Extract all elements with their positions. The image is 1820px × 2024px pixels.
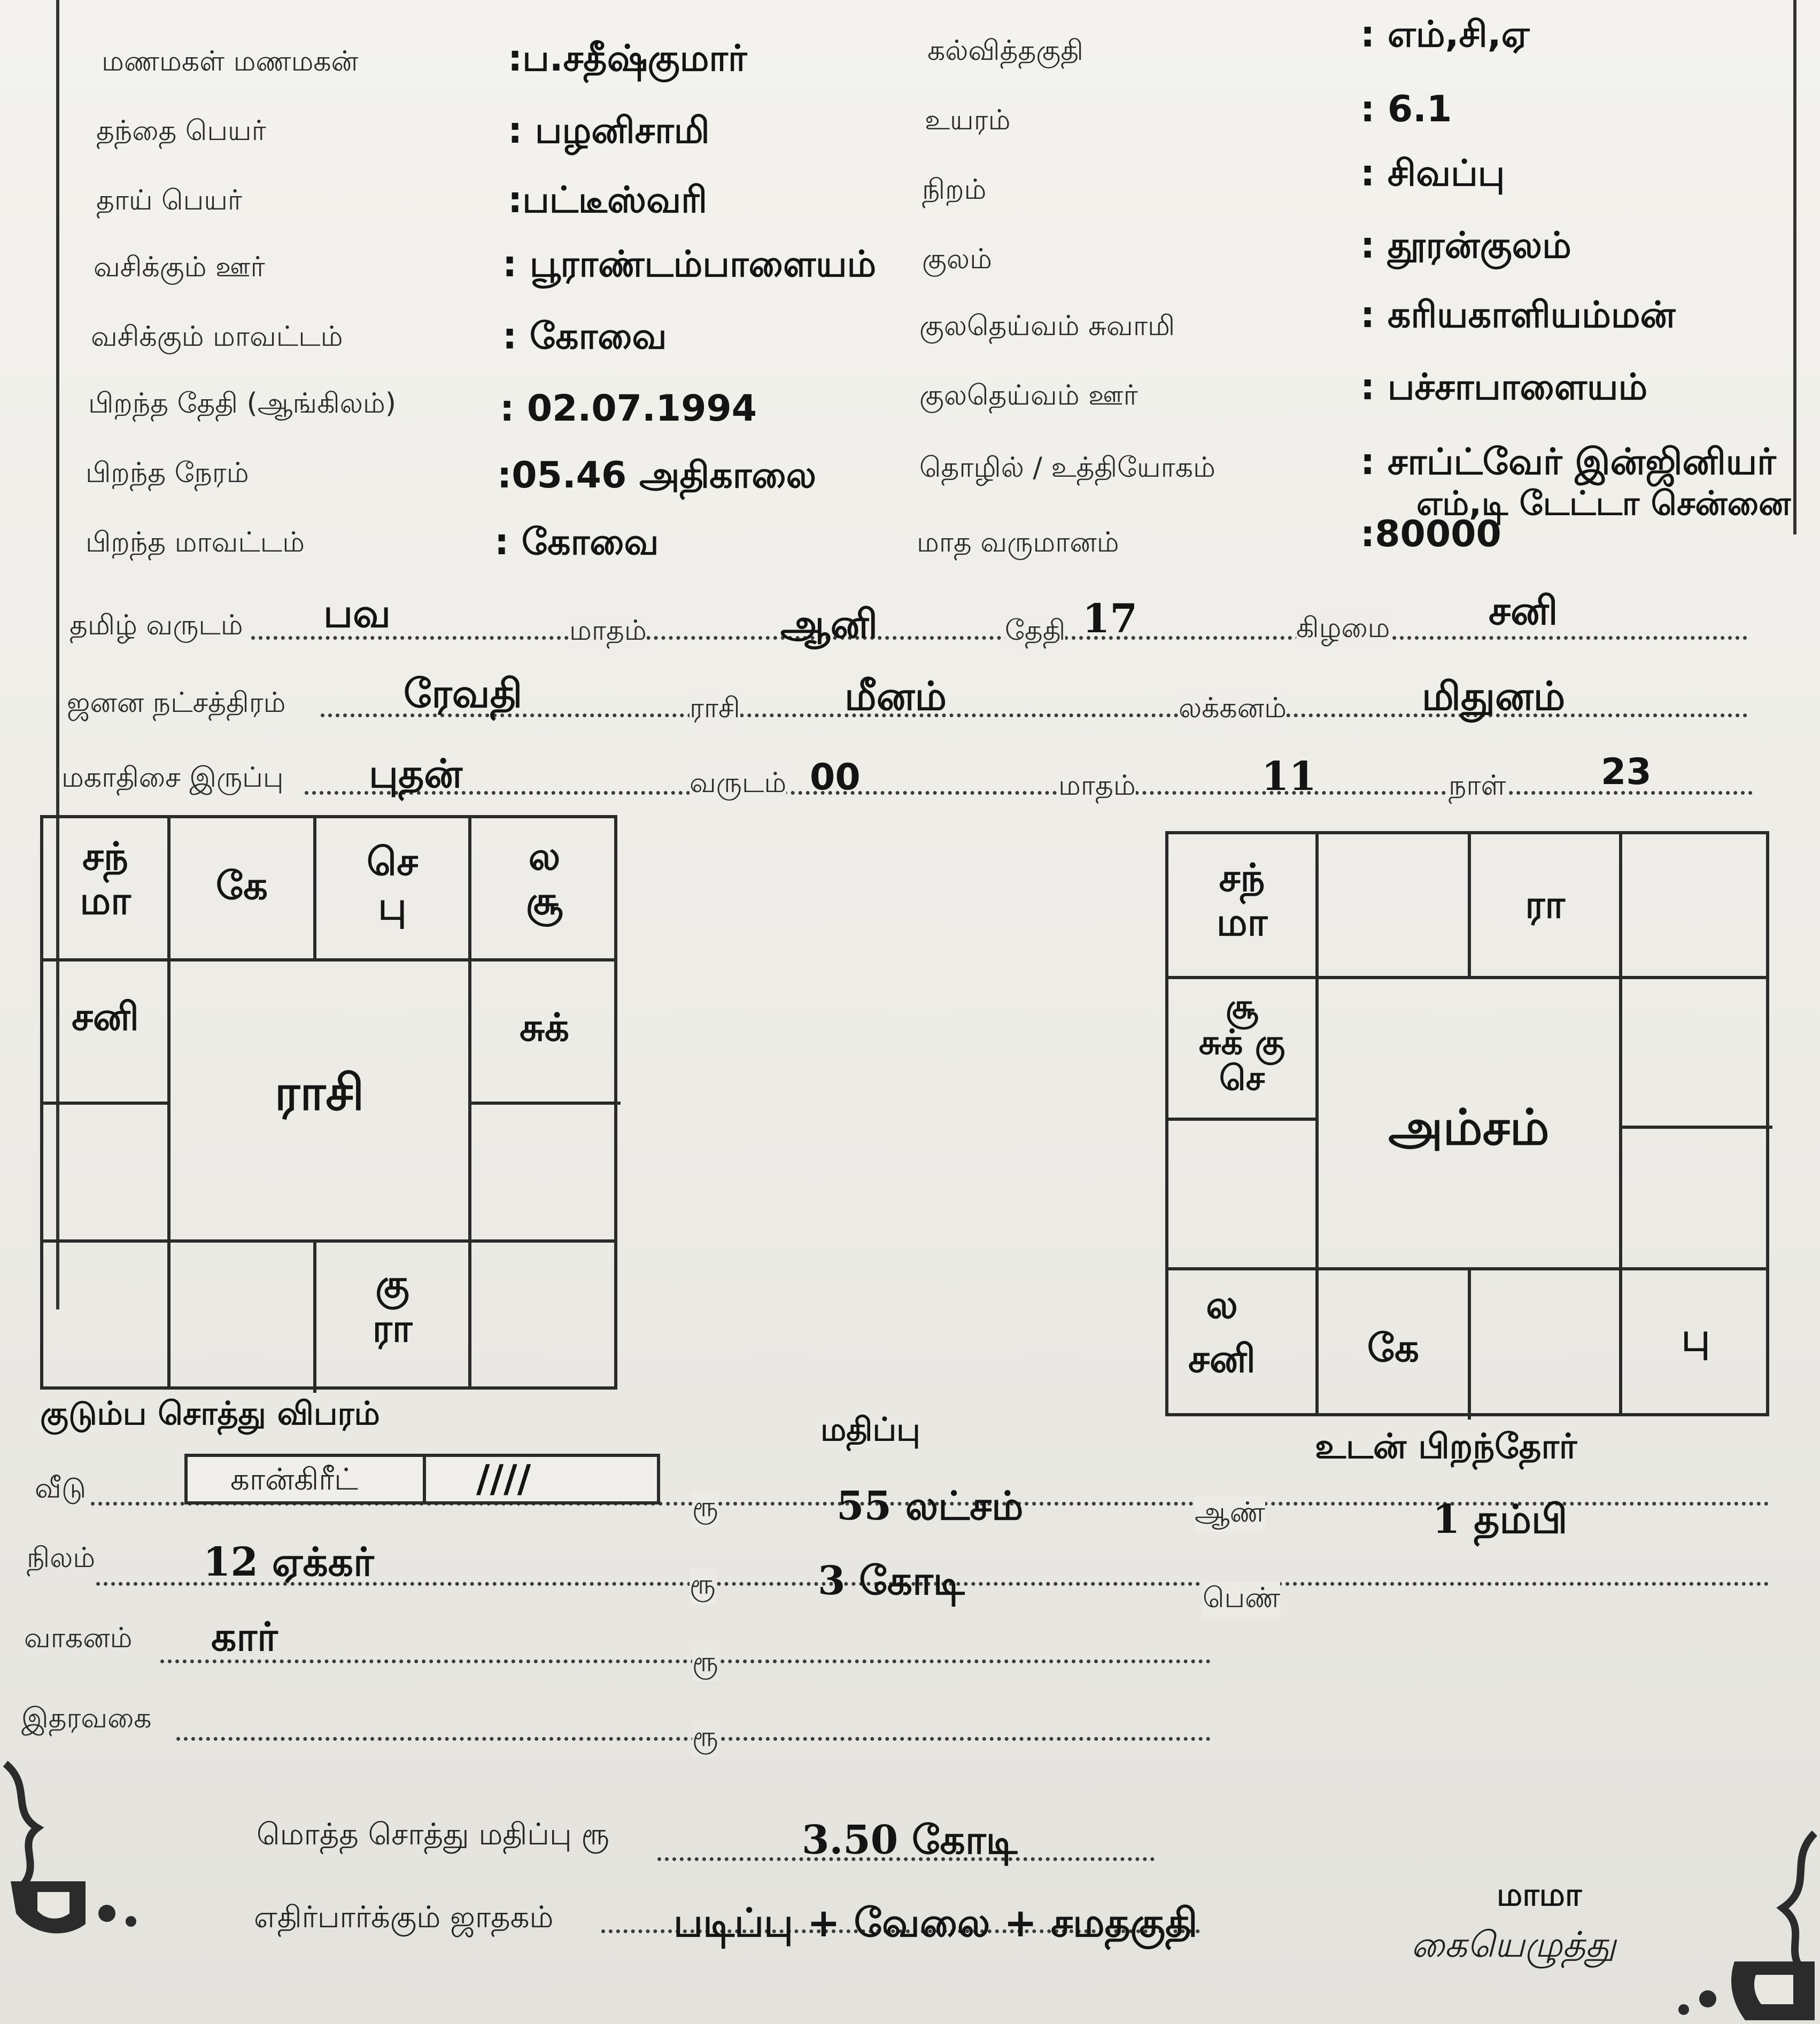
label-total: மொத்த சொத்து மதிப்பு ரூ (257, 1817, 609, 1852)
left-ornament-icon (0, 1753, 160, 1940)
house-type: கான்கிரீட் (230, 1462, 358, 1497)
rs-land: ரூ (690, 1569, 716, 1604)
value-clan: : தூரன்குலம் (1360, 224, 1571, 267)
rasi-grid-line (43, 958, 614, 961)
label-male: ஆண் (1195, 1496, 1265, 1532)
value-land-worth: 3 கோடி (818, 1558, 965, 1604)
value-birth-time: :05.46 அதிகாலை (497, 454, 817, 497)
amsam-grid-line (1468, 1267, 1471, 1420)
rasi-house-5: சனி (72, 994, 139, 1039)
label-month: மாதம் (569, 615, 647, 650)
rasi-house-6: சுக் (519, 1005, 570, 1050)
rasi-grid-line (43, 1102, 167, 1105)
label-days: நாள் (1449, 770, 1506, 805)
value-district: : கோவை (502, 315, 667, 358)
label-dasa: மகாதிசை இருப்பு (61, 762, 284, 794)
label-others: இதரவகை (21, 1702, 152, 1734)
label-birth-time: பிறந்த நேரம் (86, 457, 249, 489)
value-star: ரேவதி (404, 671, 523, 717)
value-father: : பழனிசாமி (508, 110, 710, 152)
rs-vehicle: ரூ (692, 1646, 718, 1682)
value-deity-town: : பச்சாபாளையம் (1360, 366, 1648, 408)
amsam-house-3: ரா (1525, 882, 1565, 927)
amsam-chart (1165, 831, 1769, 1416)
signature-name: மாமா (1497, 1876, 1582, 1913)
value-education: : எம்,சி,ஏ (1360, 13, 1530, 56)
value-mother: :பட்டீஸ்வரி (508, 179, 708, 221)
label-months: மாதம் (1058, 770, 1136, 805)
rasi-house-4: ல சூ (526, 834, 563, 923)
amsam-title: அம்சம் (1388, 1099, 1550, 1156)
label-education: கல்வித்தகுதி (927, 35, 1083, 67)
label-date: தேதி (1005, 615, 1065, 650)
value-land: 12 ஏக்கர் (203, 1539, 374, 1585)
value-height: : 6.1 (1360, 88, 1452, 130)
amsam-house-1: சந் மா (1216, 855, 1268, 944)
value-town: : பூராண்டம்பாளையம் (502, 243, 877, 285)
value-name: :ப.சதீஷ்குமார் (508, 37, 747, 80)
value-dob: : 02.07.1994 (500, 387, 757, 430)
label-rasi: ராசி (690, 692, 740, 728)
label-father: தந்தை பெயர் (96, 115, 266, 147)
house-type-box (184, 1454, 660, 1505)
rs-others: ரூ (692, 1721, 718, 1757)
value-months: 11 (1261, 754, 1316, 800)
value-house: 55 லட்சம் (837, 1483, 1024, 1529)
amsam-house-9: ல சனி (1188, 1282, 1256, 1381)
rasi-house-2: கே (215, 863, 268, 908)
label-deity-town: குலதெய்வம் ஊர் (919, 379, 1138, 412)
label-deity: குலதெய்வம் சுவாமி (919, 310, 1175, 342)
value-complexion: : சிவப்பு (1360, 152, 1505, 195)
label-years: வருடம் (690, 767, 786, 803)
amsam-grid-line (1168, 1118, 1315, 1121)
label-income: மாத வருமானம் (917, 526, 1119, 559)
label-lagna: லக்கனம் (1179, 692, 1287, 728)
assets-heading: குடும்ப சொத்து விபரம் (40, 1395, 380, 1432)
right-ornament-icon (1660, 1828, 1820, 2024)
rasi-chart (40, 815, 617, 1390)
value-vehicle: கார் (211, 1614, 278, 1660)
label-district: வசிக்கும் மாவட்டம் (91, 321, 343, 353)
label-star: ஜனன நட்சத்திரம் (67, 687, 286, 719)
value-days: 23 (1601, 751, 1652, 793)
label-birth-district: பிறந்த மாவட்டம் (86, 526, 305, 559)
value-birth-district: : கோவை (494, 521, 659, 563)
amsam-house-12: பு (1681, 1315, 1710, 1360)
label-name: மணமகள் மணமகன் (102, 45, 359, 77)
rasi-house-3: செ பு (367, 839, 418, 928)
label-occupation: தொழில் / உத்தியோகம் (919, 452, 1215, 484)
label-weekday: கிழமை (1296, 612, 1390, 648)
rasi-grid-line (43, 1239, 614, 1243)
siblings-heading: உடன் பிறந்தோர் (1315, 1427, 1577, 1467)
amsam-house-5: சூ சுக் கு செ (1198, 987, 1285, 1099)
amsam-grid-line (1619, 1126, 1772, 1129)
value-tamil-year: பவ (323, 591, 391, 637)
rasi-title: ராசி (274, 1064, 365, 1121)
value-date: 17 (1082, 596, 1137, 642)
value-rasi: மீனம் (845, 673, 947, 719)
label-complexion: நிறம் (922, 174, 987, 206)
rasi-house-1: சந் மா (80, 834, 131, 923)
label-vehicle: வாகனம் (24, 1622, 133, 1654)
label-expected: எதிர்பார்க்கும் ஜாதகம் (254, 1900, 554, 1935)
value-male: 1 தம்பி (1432, 1496, 1568, 1542)
house-box-divider (423, 1457, 426, 1501)
rs-house: ரூ (692, 1491, 718, 1527)
label-female: பெண் (1203, 1582, 1280, 1618)
amsam-grid-line (1168, 1267, 1766, 1270)
value-dasa: புதன் (369, 751, 463, 797)
label-land: நிலம் (27, 1542, 96, 1574)
value-occupation-company: எம்,டி டேட்டா சென்னை (1416, 484, 1791, 523)
right-border-line (1793, 0, 1796, 534)
label-town: வசிக்கும் ஊர் (94, 251, 265, 283)
value-heading: மதிப்பு (820, 1411, 920, 1448)
value-total: 3.50 கோடி (802, 1817, 1018, 1863)
value-deity: : கரியகாளியம்மன் (1360, 294, 1676, 336)
label-mother: தாய் பெயர் (96, 184, 243, 216)
dotted-line-vehicle (160, 1659, 1211, 1663)
amsam-house-10: கே (1367, 1325, 1420, 1370)
dotted-line-row3 (305, 791, 1753, 795)
label-height: உயரம் (925, 104, 1011, 136)
value-expected: படிப்பு + வேலை + சமதகுதி (673, 1900, 1198, 1946)
value-month: ஆனி (780, 601, 878, 647)
label-house: வீடு (35, 1472, 87, 1505)
value-weekday: சனி (1489, 588, 1558, 634)
rasi-house-11: கு ரா (372, 1261, 413, 1351)
value-lagna: மிதுனம் (1422, 673, 1566, 719)
amsam-grid-line (1168, 976, 1766, 979)
value-years: 00 (810, 756, 861, 798)
label-tamil-year: தமிழ் வருடம் (69, 609, 243, 641)
house-box-scribble: //// (476, 1457, 531, 1501)
value-occupation: : சாப்ட்வேர் இன்ஜினியர் (1360, 441, 1776, 483)
value-income: :80000 (1360, 513, 1501, 555)
signature-label: கையெழுத்து (1411, 1924, 1616, 1965)
rasi-grid-line (468, 1102, 621, 1105)
label-dob: பிறந்த தேதி (ஆங்கிலம்) (88, 387, 397, 420)
label-clan: குலம் (922, 243, 992, 275)
